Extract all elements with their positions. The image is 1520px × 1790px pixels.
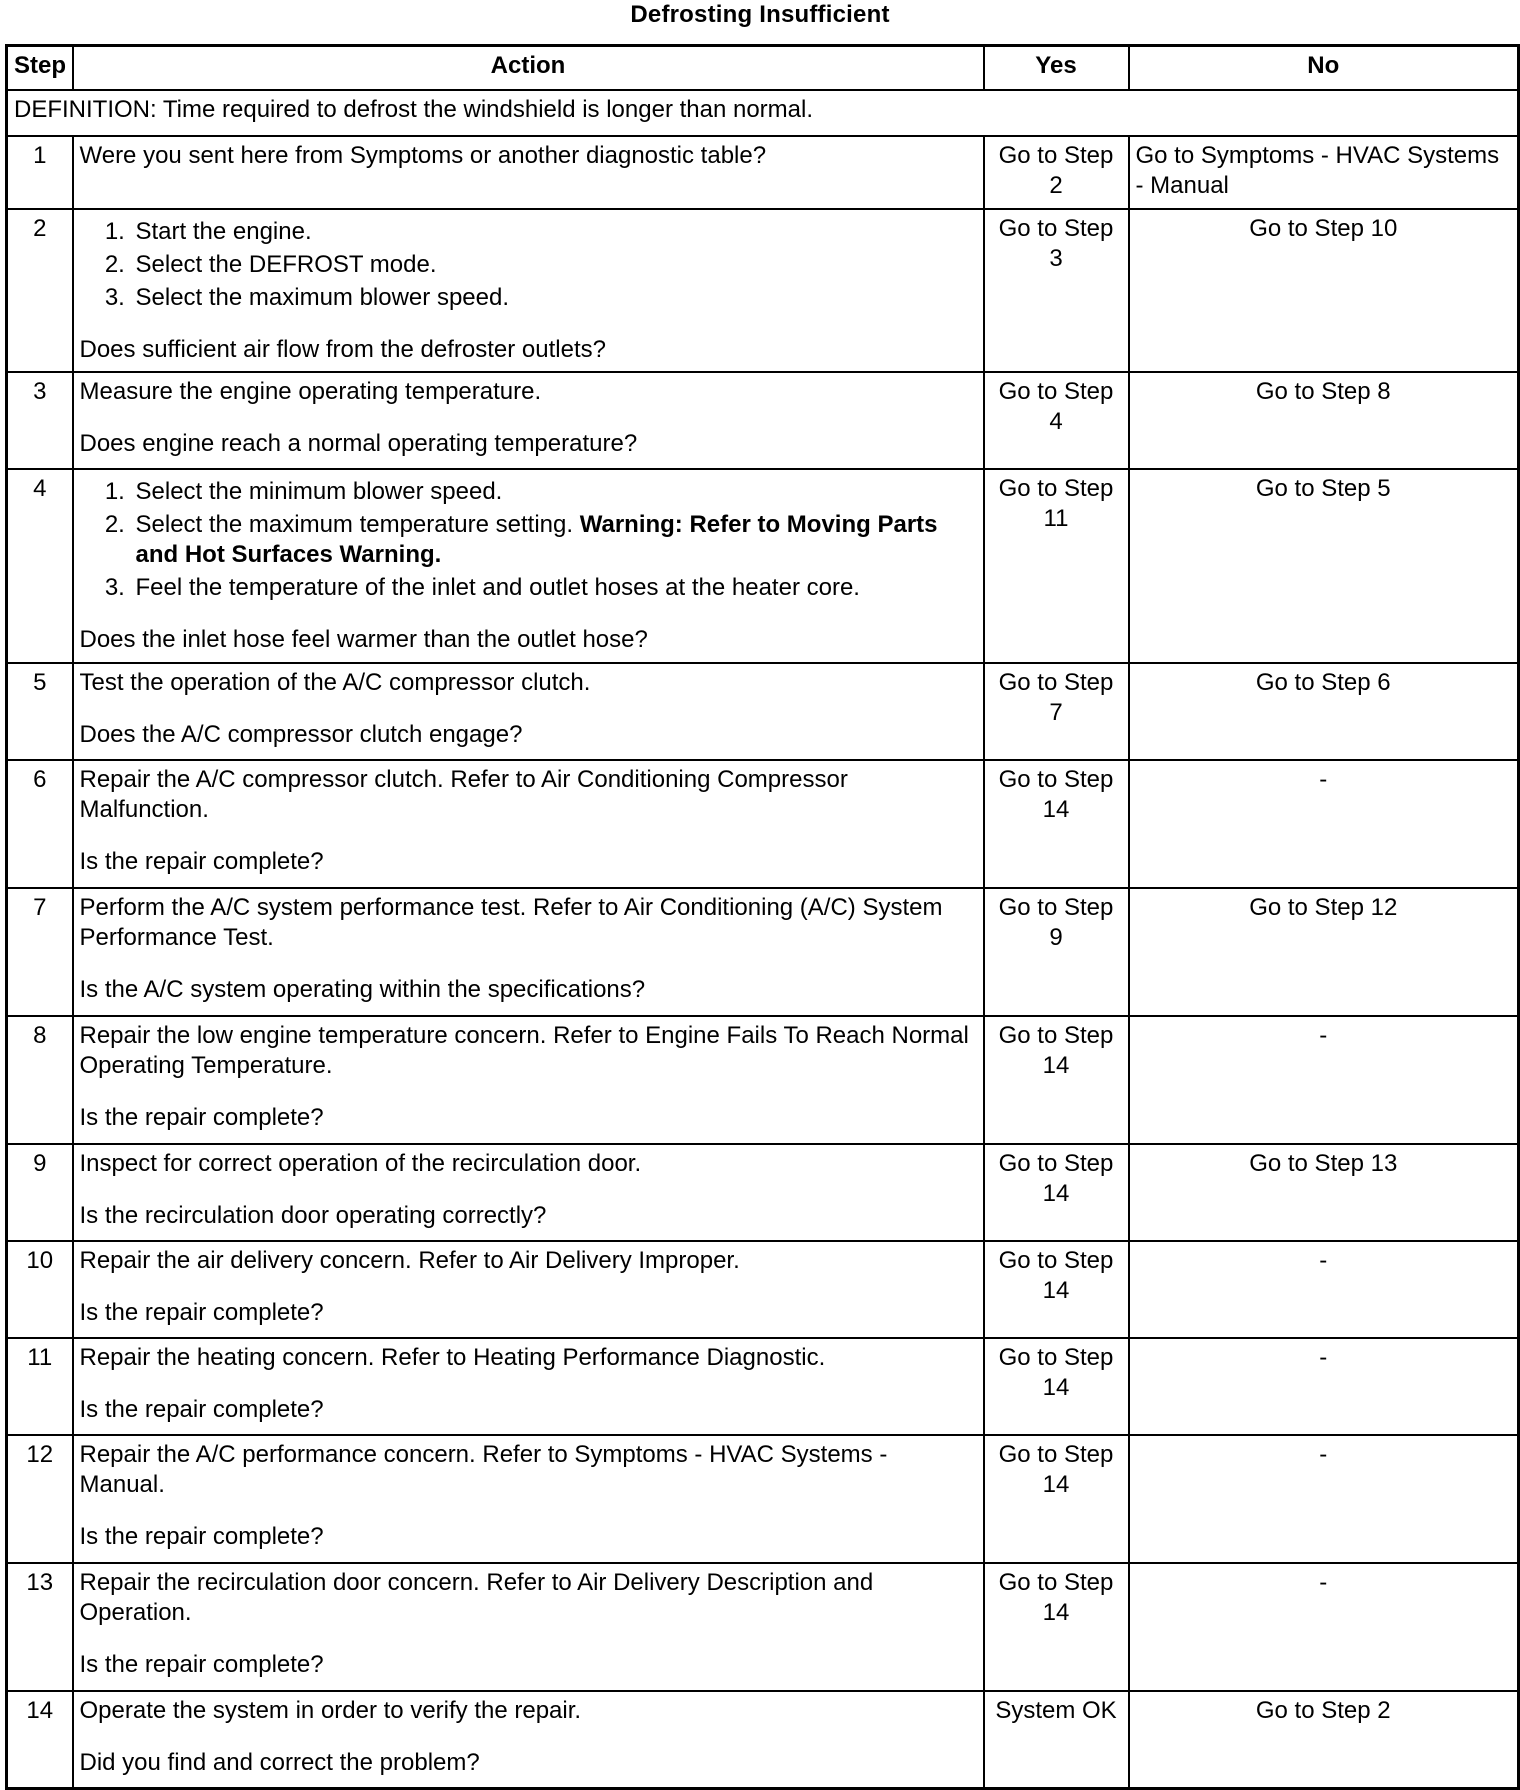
step-number: 1 — [7, 136, 73, 209]
action-cell — [73, 1241, 984, 1338]
no-cell: - — [1129, 1563, 1519, 1691]
yes-cell — [984, 136, 1129, 209]
yes-cell — [984, 1144, 1129, 1241]
action-question: Does the inlet hose feel warmer than the outlet hose? — [79, 626, 648, 653]
table-row — [7, 760, 1519, 888]
action-question: Is the repair complete? — [79, 848, 324, 875]
yes-label: Go to Step — [998, 1022, 1114, 1049]
list-item: 1. Start the engine. — [132, 217, 977, 247]
header-action: Action — [73, 46, 984, 91]
action-text: Perform the A/C system performance test. Refer to Air Conditioning (A/C) System Performance Test. — [79, 894, 943, 951]
action-question: Is the repair complete? — [79, 1523, 324, 1550]
yes-label: Go to Step — [998, 766, 1114, 793]
table-row — [7, 209, 1519, 372]
yes-cell — [984, 760, 1129, 888]
yes-cell — [984, 1241, 1129, 1338]
step-number: 10 — [7, 1241, 73, 1338]
action-question: Is the repair complete? — [79, 1396, 324, 1423]
list-item — [132, 510, 977, 570]
no-cell: - — [1129, 760, 1519, 888]
header-yes: Yes — [984, 46, 1129, 91]
no-cell: Go to Step 8 — [1129, 372, 1519, 469]
action-question: Is the repair complete? — [79, 1651, 324, 1678]
step-number: 4 — [7, 469, 73, 663]
action-question: Does the A/C compressor clutch engage? — [79, 721, 523, 748]
yes-label: Go to Step — [998, 1441, 1114, 1468]
diagnostic-table — [5, 44, 1520, 1790]
action-text: Were you sent here from Symptoms or another diagnostic table? — [79, 142, 767, 169]
table-row — [7, 1338, 1519, 1435]
no-cell: - — [1129, 1016, 1519, 1144]
definition-row — [7, 90, 1519, 136]
yes-label: Go to Step — [998, 1344, 1114, 1371]
action-cell — [73, 663, 984, 760]
warning-text: Warning: Refer to Moving Parts and Hot Surfaces Warning. — [135, 511, 938, 568]
step-number: 14 — [7, 1691, 73, 1788]
yes-step: 14 — [1042, 1180, 1070, 1207]
yes-cell — [984, 1691, 1129, 1788]
table-row — [7, 1241, 1519, 1338]
yes-label: Go to Step — [998, 142, 1114, 169]
action-cell — [73, 1016, 984, 1144]
action-cell — [73, 1691, 984, 1788]
yes-cell — [984, 1563, 1129, 1691]
yes-label: Go to Step — [998, 669, 1114, 696]
step-number: 7 — [7, 888, 73, 1016]
step-number: 3 — [7, 372, 73, 469]
step-number: 2 — [7, 209, 73, 372]
action-text: Inspect for correct operation of the recirculation door. — [79, 1150, 642, 1177]
page-title: Defrosting Insufficient — [630, 1, 890, 28]
no-cell: - — [1129, 1435, 1519, 1563]
no-cell: Go to Symptoms - HVAC Systems - Manual — [1129, 136, 1519, 209]
action-question: Does sufficient air flow from the defroster outlets? — [79, 336, 606, 363]
action-cell — [73, 209, 984, 372]
step-number: 12 — [7, 1435, 73, 1563]
yes-cell — [984, 1338, 1129, 1435]
yes-label: Go to Step — [998, 378, 1114, 405]
action-text: Test the operation of the A/C compressor clutch. — [79, 669, 591, 696]
no-cell: - — [1129, 1241, 1519, 1338]
action-text: Measure the engine operating temperature. — [79, 378, 542, 405]
step-number: 8 — [7, 1016, 73, 1144]
header-row — [7, 46, 1519, 91]
yes-step: 9 — [1049, 924, 1063, 951]
action-cell — [73, 888, 984, 1016]
step-number: 6 — [7, 760, 73, 888]
step-number: 5 — [7, 663, 73, 760]
no-cell: - — [1129, 1338, 1519, 1435]
action-list — [80, 217, 977, 313]
header-step: Step — [7, 46, 73, 91]
step-number: 9 — [7, 1144, 73, 1241]
action-question: Is the A/C system operating within the specifications? — [79, 976, 646, 1003]
action-text: Repair the recirculation door concern. Refer to Air Delivery Description and Operation. — [79, 1569, 874, 1626]
yes-step: 14 — [1042, 796, 1070, 823]
yes-label: Go to Step — [998, 215, 1114, 242]
yes-cell — [984, 372, 1129, 469]
yes-step: 14 — [1042, 1599, 1070, 1626]
yes-cell — [984, 209, 1129, 372]
yes-step: 14 — [1042, 1277, 1070, 1304]
yes-step: 11 — [1043, 505, 1069, 532]
action-cell — [73, 1563, 984, 1691]
list-item: 3. Feel the temperature of the inlet and outlet hoses at the heater core. — [132, 573, 977, 603]
yes-cell — [984, 888, 1129, 1016]
table-row — [7, 663, 1519, 760]
action-question: Does engine reach a normal operating temperature? — [79, 430, 638, 457]
yes-cell — [984, 1435, 1129, 1563]
action-cell — [73, 1435, 984, 1563]
action-question: Is the repair complete? — [79, 1299, 324, 1326]
table-row — [7, 1563, 1519, 1691]
action-text: Repair the air delivery concern. Refer to Air Delivery Improper. — [79, 1247, 740, 1274]
yes-cell — [984, 1016, 1129, 1144]
table-row — [7, 888, 1519, 1016]
action-question: Did you find and correct the problem? — [79, 1749, 480, 1776]
table-row — [7, 1691, 1519, 1788]
table-row — [7, 372, 1519, 469]
yes-step: 14 — [1042, 1052, 1070, 1079]
action-cell — [73, 136, 984, 209]
action-cell — [73, 760, 984, 888]
definition-text: DEFINITION: Time required to defrost the windshield is longer than normal. — [7, 90, 1519, 136]
yes-label: Go to Step — [998, 475, 1114, 502]
yes-step: 2 — [1049, 172, 1063, 199]
action-cell — [73, 469, 984, 663]
action-cell — [73, 1144, 984, 1241]
action-question: Is the recirculation door operating correctly? — [79, 1202, 547, 1229]
table-row — [7, 136, 1519, 209]
yes-step: 14 — [1042, 1374, 1070, 1401]
list-item: 2. Select the DEFROST mode. — [132, 250, 977, 280]
table-row — [7, 1435, 1519, 1563]
yes-label: System OK — [995, 1697, 1117, 1724]
table-row — [7, 1144, 1519, 1241]
table-row — [7, 1016, 1519, 1144]
yes-cell — [984, 469, 1129, 663]
action-list — [80, 477, 977, 603]
action-question: Is the repair complete? — [79, 1104, 324, 1131]
yes-label: Go to Step — [998, 1150, 1114, 1177]
step-number: 13 — [7, 1563, 73, 1691]
list-item: 1. Select the minimum blower speed. — [132, 477, 977, 507]
action-cell — [73, 372, 984, 469]
action-cell — [73, 1338, 984, 1435]
list-item: 3. Select the maximum blower speed. — [132, 283, 977, 313]
yes-label: Go to Step — [998, 1569, 1114, 1596]
table-row — [7, 469, 1519, 663]
action-text: Repair the low engine temperature concern. Refer to Engine Fails To Reach Normal Operating Temperature. — [79, 1022, 969, 1079]
no-cell: Go to Step 12 — [1129, 888, 1519, 1016]
no-cell: Go to Step 13 — [1129, 1144, 1519, 1241]
yes-label: Go to Step — [998, 1247, 1114, 1274]
yes-step: 4 — [1049, 408, 1063, 435]
action-text: Repair the heating concern. Refer to Heating Performance Diagnostic. — [79, 1344, 826, 1371]
yes-step: 3 — [1049, 245, 1063, 272]
no-cell: Go to Step 2 — [1129, 1691, 1519, 1788]
list-item-text: Select the maximum temperature setting. — [135, 511, 574, 538]
no-cell: Go to Step 5 — [1129, 469, 1519, 663]
header-no: No — [1129, 46, 1519, 91]
yes-label: Go to Step — [998, 894, 1114, 921]
no-cell: Go to Step 10 — [1129, 209, 1519, 372]
action-text: Repair the A/C performance concern. Refer to Symptoms - HVAC Systems - Manual. — [79, 1441, 888, 1498]
yes-step: 7 — [1049, 699, 1063, 726]
yes-cell — [984, 663, 1129, 760]
action-text: Repair the A/C compressor clutch. Refer to Air Conditioning Compressor Malfunction. — [79, 766, 848, 823]
no-cell: Go to Step 6 — [1129, 663, 1519, 760]
action-text: Operate the system in order to verify the repair. — [79, 1697, 582, 1724]
step-number: 11 — [7, 1338, 73, 1435]
yes-step: 14 — [1042, 1471, 1070, 1498]
